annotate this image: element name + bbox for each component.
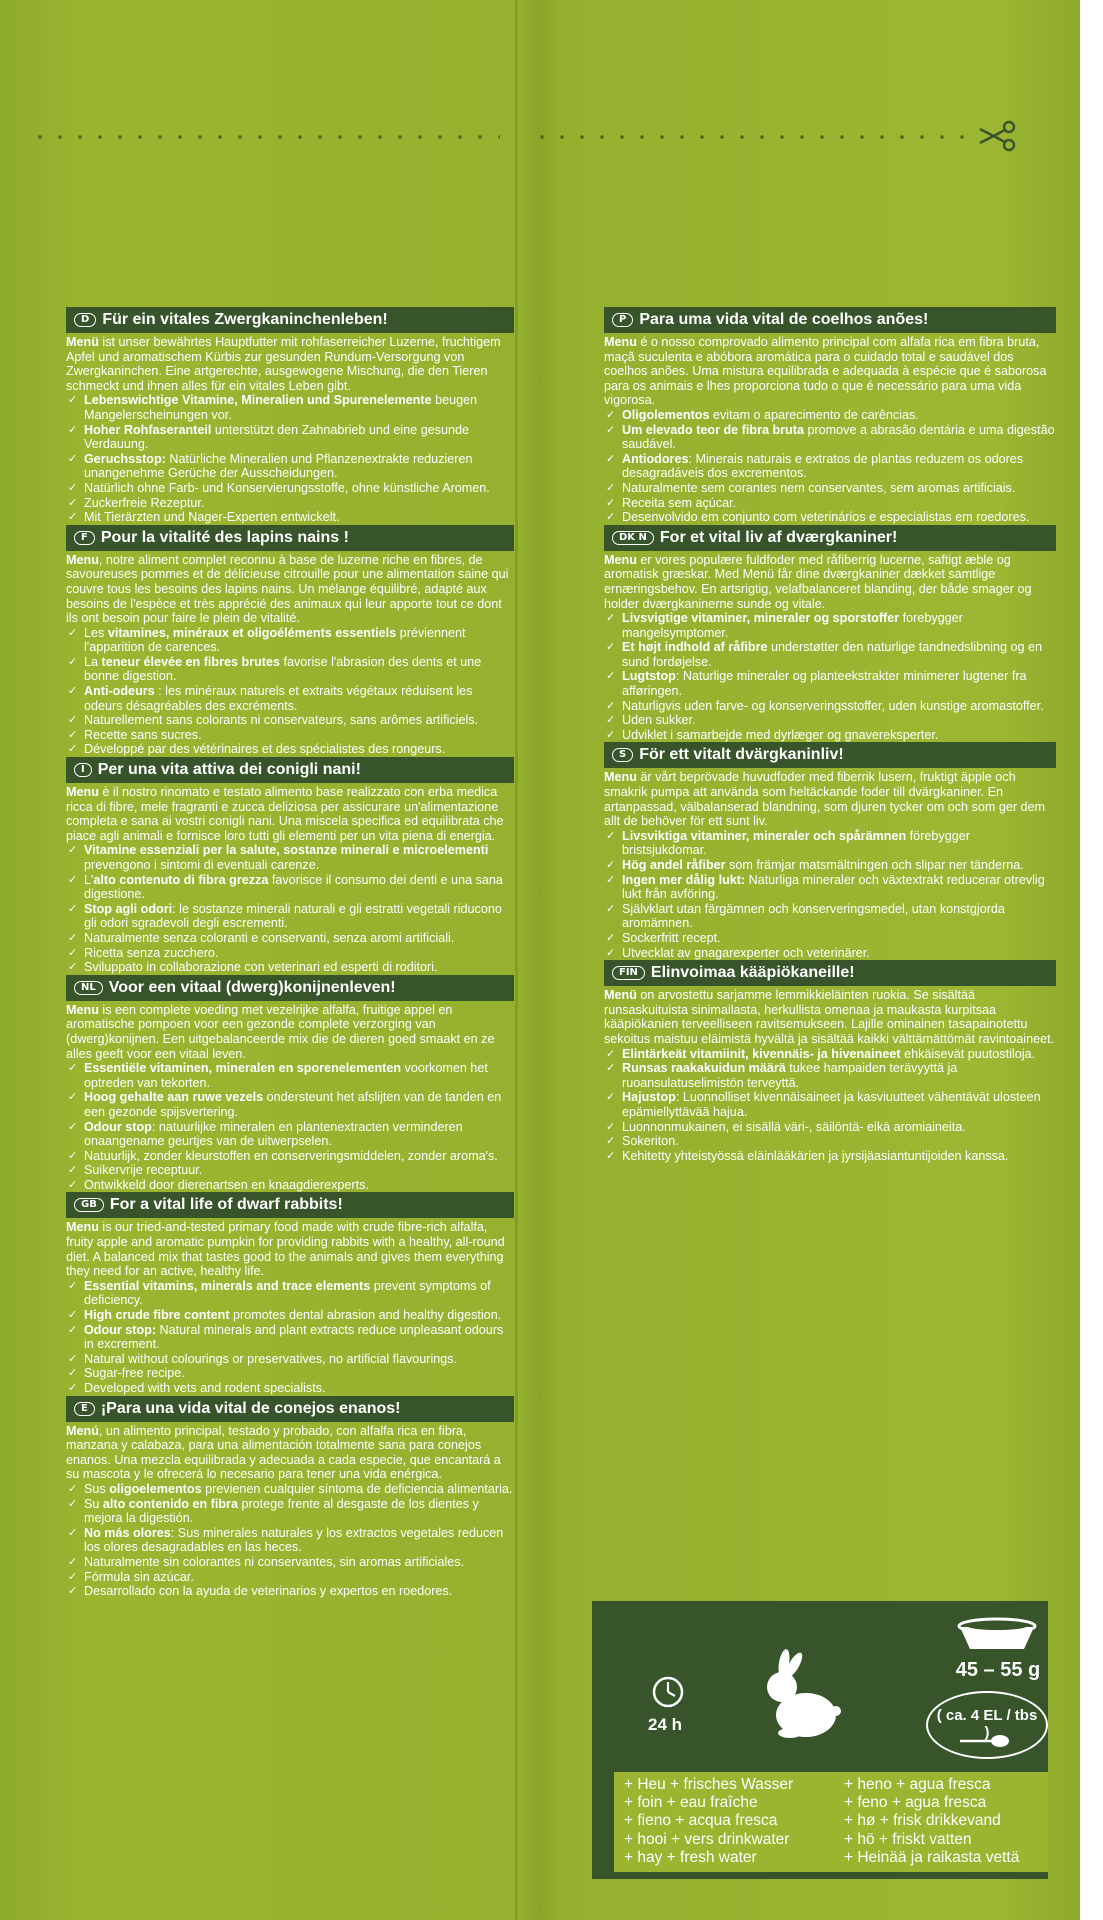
benefit-item [66, 1308, 514, 1323]
section-header [604, 742, 1056, 768]
feeding-panel [592, 1601, 1048, 1879]
benefit-text: Sockerfritt recept. [622, 930, 721, 945]
benefit-bold: High crude fibre content [84, 1308, 230, 1323]
intro-text: is our tried-and-tested primary food made with crude fibre-rich alfalfa, fruity apple and aromatic pumpkin for providing rabbits with a healthy, all-round diet. A balanced mix that tastes good to the animals and gives them everything they need for an active, healthy life. [66, 1220, 505, 1279]
feeding-dose-spoons: ( ca. 4 EL / tbs ) [936, 1707, 1038, 1741]
benefit-text: Självklart utan färgämnen och konserveringsmedel, utan konstgjorda aromämnen. [622, 901, 1005, 931]
benefit-text: Ricetta senza zucchero. [84, 945, 219, 960]
intro-text: , notre aliment complet reconnu à base de luzerne riche en fibres, de savoureuses pommes et de délicieuse citrouille pour une alimentation saine qui couvre tous les besoins des lapins nains. Un mélange équilibré, adapté aux besoins de l'espèce et très apprécié des animaux qui leur apporte tout ce dont ils ont besoin pour faire le plein de vitalité. [66, 552, 509, 626]
language-badge: S [612, 748, 633, 762]
benefit-text: Naturalmente sin colorantes ni conservantes, sin aromas artificiales. [84, 1554, 465, 1569]
benefit-bold: Essential vitamins, minerals and trace elements [84, 1278, 371, 1293]
benefit-item [66, 742, 514, 757]
benefit-text: prevent symptoms of deficiency. [84, 1278, 491, 1308]
supplement-line: + hö + friskt vatten [844, 1830, 972, 1848]
benefit-text: Sugar-free recipe. [84, 1366, 185, 1381]
benefit-item [604, 858, 1056, 873]
benefit-item [66, 393, 514, 422]
benefit-item [66, 423, 514, 452]
benefit-text: förebygger bristsjukdomar. [622, 828, 970, 858]
benefit-item [66, 713, 514, 728]
section-i [66, 757, 514, 975]
benefit-text: La [84, 654, 102, 669]
benefit-list [604, 611, 1056, 742]
benefit-text: Naturliga mineraler och växtextrakt reducerar otrevlig lukt från avföring. [622, 872, 1045, 902]
benefit-item [604, 611, 1056, 640]
cut-line-left [30, 134, 500, 140]
benefit-text: protege frente al desgaste de los dientes y mejora la digestión. [84, 1496, 479, 1526]
benefit-text: prevengono i sintomi di eventuali carenze. [84, 858, 320, 872]
benefit-item [604, 1120, 1056, 1135]
section-header [66, 757, 514, 783]
benefit-item [66, 1570, 514, 1585]
benefit-text: forebygger mangelsymptomer. [622, 611, 963, 640]
section-intro [66, 1424, 514, 1482]
benefit-bold: Antiodores [622, 451, 689, 466]
benefit-bold: Um elevado teor de fibra bruta [622, 422, 804, 437]
benefit-item [66, 728, 514, 743]
benefit-item [66, 960, 514, 975]
benefit-text: Les [84, 625, 108, 640]
benefit-text: ondersteunt het afslijten van de tanden en een gezonde spijsvertering. [84, 1090, 502, 1119]
brand-name: Menú [66, 1423, 99, 1438]
benefit-list [66, 1279, 514, 1396]
brand-name: Menu [604, 552, 637, 567]
intro-text: er vores populære fuldfoder med råfiberrig lucerne, saftigt æble og aromatisk græskar. Med Menü får dine dværgkaniner dækket samtlige ernæringsbehov. En artsrigtig, velafbalanceret blanding, der både smager og holder dværgkaninerne sunde og vitale. [604, 552, 1032, 611]
benefit-list [66, 1061, 514, 1192]
benefit-bold: Odour stop: [84, 1322, 157, 1337]
benefit-item [604, 728, 1056, 743]
benefit-item [66, 1482, 514, 1497]
benefit-text: Developed with vets and rodent specialists. [84, 1381, 326, 1395]
benefit-text: Mit Tierärzten und Nager-Experten entwickelt. [84, 510, 340, 525]
benefit-item [66, 1090, 514, 1119]
benefit-item [66, 1120, 514, 1149]
supplement-line: + hooi + vers drinkwater [624, 1830, 790, 1848]
benefit-bold: Hajustop [622, 1090, 676, 1105]
feeding-dose: 45 – 55 g [955, 1659, 1041, 1681]
benefit-item [66, 496, 514, 511]
benefit-item [66, 1381, 514, 1396]
brand-name: Menu [66, 1002, 99, 1017]
benefit-list [66, 393, 514, 524]
benefit-text: Sus [84, 1481, 110, 1496]
benefit-bold: Livsviktiga vitaminer, mineraler och spårämnen [622, 828, 907, 843]
brand-name: Menu [66, 1220, 99, 1235]
benefit-item [604, 423, 1056, 452]
benefit-item [66, 1163, 514, 1178]
benefit-item [66, 481, 514, 496]
section-header [66, 307, 514, 333]
benefit-item [66, 452, 514, 481]
benefit-text: Natürliche Mineralien und Pflanzenextrakte reduzieren unangenehme Gerüche der Ausscheidungen. [84, 451, 473, 481]
benefit-list [66, 843, 514, 974]
intro-text: is een complete voeding met vezelrijke alfalfa, fruitige appel en aromatische pompoen voor een gezonde complete verzorging van (dwerg)konijnen. Een uitgebalanceerde mix die de dieren goed smaakt en ze alles geeft voor een vitaal leven. [66, 1002, 495, 1061]
supplement-line: + heno + agua fresca [844, 1776, 991, 1793]
benefit-bold: teneur élevée en fibres brutes [101, 654, 280, 669]
benefit-item [604, 902, 1056, 931]
benefit-text: Naturligvis uden farve- og konserveringsstoffer, uden kunstige aromastoffer. [622, 698, 1044, 713]
benefit-item [604, 873, 1056, 902]
benefit-text: Développé par des vétérinaires et des spécialistes des rongeurs. [84, 742, 446, 757]
benefit-text: voorkomen het optreden van tekorten. [84, 1061, 488, 1090]
section-intro [604, 335, 1056, 408]
benefit-item [66, 1061, 514, 1090]
section-intro [604, 988, 1056, 1046]
benefit-text: Naturalmente sem corantes nem conservantes, sem aromas artificiais. [622, 480, 1016, 495]
benefit-item [66, 626, 514, 655]
brand-name: Menü [66, 335, 99, 349]
benefit-bold: Odour stop [84, 1119, 152, 1134]
benefit-list [604, 408, 1056, 525]
benefit-text: promotes dental abrasion and healthy digestion. [229, 1308, 502, 1323]
benefit-item [66, 843, 514, 872]
clock-icon [652, 1676, 684, 1708]
benefit-item [66, 1366, 514, 1381]
intro-text: är vårt beprövade huvudfoder med fiberrik lusern, fruktigt äpple och smakrik pumpa att använda som heltäckande foder till dvärgkaniner. En artanpassad, välbalanserad blandning, som djuren tycker om och som ger dem allt de behöver för ett sunt liv. [604, 770, 1046, 829]
section-intro [66, 1003, 514, 1061]
benefit-text: Udviklet i samarbejde med dyrlæger og gnavereksperter. [622, 727, 939, 742]
benefit-item [66, 1279, 514, 1308]
benefit-item [604, 699, 1056, 714]
section-intro [66, 785, 514, 843]
benefit-bold: No más olores [84, 1525, 171, 1540]
benefit-text: préviennent l'apparition de carences. [84, 625, 466, 655]
benefit-text: Suikervrije receptuur. [84, 1163, 203, 1178]
benefit-bold: alto contenuto di fibra grezza [93, 872, 269, 887]
benefit-text: : les minéraux naturels et extraits végétaux réduisent les odeurs désagréables des excréments. [84, 684, 473, 713]
benefit-text: evitam o aparecimento de carências. [709, 407, 919, 422]
benefit-item [66, 946, 514, 961]
benefit-item [604, 1090, 1056, 1119]
section-header [66, 975, 514, 1001]
benefit-item [604, 1134, 1056, 1149]
section-d [66, 307, 514, 525]
benefit-text: : Naturlige mineraler og planteekstrakter minimerer lugtener fra afføringen. [622, 669, 1027, 699]
benefit-item [66, 1555, 514, 1570]
section-header [66, 525, 514, 551]
section-header [604, 307, 1056, 333]
benefit-text: Natuurlijk, zonder kleurstoffen en conserveringsmiddelen, zonder aroma's. [84, 1148, 498, 1163]
rabbit-icon [760, 1649, 842, 1741]
benefit-text: Desenvolvido em conjunto com veterinários e especialistas em roedores. [622, 510, 1030, 525]
benefit-text: Desarrollado con la ayuda de veterinarios y expertos en roedores. [84, 1584, 453, 1599]
benefit-item [66, 510, 514, 525]
benefit-item [604, 931, 1056, 946]
language-badge: DK N [612, 531, 654, 545]
benefit-item [604, 496, 1056, 511]
language-badge: NL [74, 981, 103, 995]
feeding-hours: 24 h [648, 1715, 683, 1734]
section-gb [66, 1192, 514, 1395]
section-intro [66, 1220, 514, 1278]
language-badge: FIN [612, 966, 645, 980]
section-title: Elinvoimaa kääpiökaneille! [650, 964, 855, 982]
section-intro [604, 770, 1056, 828]
benefit-bold: alto contenido en fibra [102, 1496, 238, 1511]
benefit-text: Uden sukker. [622, 713, 696, 728]
benefit-item [66, 1497, 514, 1526]
supplement-line: + hø + frisk drikkevand [844, 1812, 1001, 1830]
benefit-text: Natural without colourings or preservatives, no artificial flavourings. [84, 1351, 458, 1366]
benefit-text: Naturellement sans colorants ni conservateurs, sans arômes artificiels. [84, 713, 479, 728]
benefit-item [604, 713, 1056, 728]
benefit-text: : Luonnolliset kivennäisaineet ja kasviuutteet vähentävät ulosteen epämiellyttävää hajua. [622, 1090, 1041, 1119]
scissors-icon [978, 118, 1018, 154]
benefit-bold: Elintärkeät vitamiinit, kivennäis- ja hivenaineet [622, 1046, 901, 1061]
section-title: For a vital life of dwarf rabbits! [109, 1196, 343, 1214]
benefit-text: beugen Mangelerscheinungen vor. [84, 393, 478, 422]
section-fin [604, 960, 1056, 1163]
benefit-bold: Lebenswichtige Vitamine, Mineralien und Spurenelemente [84, 393, 432, 408]
spoon-icon [956, 1733, 1016, 1749]
section-title: Per una vita attiva dei conigli nani! [97, 761, 361, 779]
benefit-text: som främjar matsmältningen och slipar ner tänderna. [725, 858, 1024, 872]
benefit-bold: Anti-odeurs [84, 684, 155, 699]
section-title: Para uma vida vital de coelhos anões! [639, 311, 929, 328]
benefit-text: Sviluppato in collaborazione con veterinari ed esperti di roditori. [84, 960, 438, 975]
benefit-item [604, 669, 1056, 698]
intro-text: é o nosso comprovado alimento principal com alfafa rica em fibra bruta, maçã suculenta e abóbora aromática para o cuidado total e saudável dos coelhos anões. Uma mistura equilibrada e adequada à espécie que é saborosa para os animais e lhes proporciona tudo o que é necessário para uma vida vigorosa. [604, 335, 1047, 408]
section-title: Pour la vitalité des lapins nains ! [100, 528, 349, 546]
section-header [66, 1396, 514, 1422]
benefit-item [604, 510, 1056, 525]
supplement-line: + Heu + frisches Wasser [624, 1776, 794, 1793]
section-header [604, 960, 1056, 986]
intro-text: on arvostettu sarjamme lemmikkieläinten ruokia. Se sisältää runsaskuituista sinimailasta, herkullista omenaa ja maukasta kurpitsaa kääpiökanien terveelliseen ravitsemukseen. Lajille ominainen tasapainotettu sekoitus maistuu eläimistä hyvältä ja sisältää kaikki välttämättömät ravintoaineet. [604, 988, 1055, 1046]
benefit-text: Sokeriton. [622, 1134, 679, 1149]
benefit-text: Natural minerals and plant extracts reduce unpleasant odours in excrement. [84, 1322, 504, 1352]
benefit-text: Recette sans sucres. [84, 727, 202, 742]
brand-name: Menu [66, 785, 99, 800]
benefit-item [66, 902, 514, 931]
language-badge: P [612, 313, 633, 327]
benefit-item [604, 452, 1056, 481]
section-dk-n [604, 525, 1056, 743]
section-header [66, 1192, 514, 1218]
language-badge: E [74, 1402, 95, 1416]
benefit-text: : natuurlijke mineralen en plantenextracten verminderen onaangename geurtjes van de uitwerpselen. [84, 1119, 463, 1149]
supplement-line: + hay + fresh water [624, 1848, 757, 1866]
benefit-bold: Oligolementos [622, 407, 710, 422]
benefit-text: tukee hampaiden terävyyttä ja ruoansulatuselimistön terveyttä. [622, 1061, 958, 1090]
language-badge: D [74, 313, 96, 327]
benefit-item [66, 1323, 514, 1352]
intro-text: ist unser bewährtes Hauptfutter mit rohfaserreicher Luzerne, fruchtigem Apfel und aromatischem Kürbis zur gesunden Rundum-Versorgung von Zwergkaninchen. Eine artgerechte, ausgewogene Mischung, die den Tieren schmeckt und ihnen alles für ein vitales Leben gibt. [66, 335, 501, 393]
brand-name: Menü [604, 988, 637, 1003]
benefit-text: L' [84, 872, 94, 887]
section-f [66, 525, 514, 757]
benefit-text: Fórmula sin azúcar. [84, 1569, 194, 1584]
feeding-supplements [614, 1772, 1048, 1872]
section-title: For et vital liv af dværgkaniner! [659, 528, 898, 546]
benefit-bold: Et højt indhold af råfibre [622, 640, 768, 655]
benefit-item [604, 1061, 1056, 1090]
bowl-icon [956, 1617, 1038, 1651]
intro-text: è il nostro rinomato e testato alimento base realizzato con erba medica ricca di fibre, mele fragranti e zucca deliziosa per assicurare un'alimentazione completa e sana ai vostri conigli nani. Una miscela specifica ed equilibrata che piace agli animali e fornisce loro tutti gli elementi per un vita piena di energia. [66, 785, 504, 843]
supplement-line: + fieno + acqua fresca [624, 1812, 778, 1830]
benefit-item [66, 1526, 514, 1555]
benefit-text: Receita sem açúcar. [622, 495, 737, 510]
benefit-text: favorisce il consumo dei denti e una sana digestione. [84, 872, 503, 902]
benefit-text: Utvecklat av gnagarexperter och veterinärer. [622, 945, 870, 960]
brand-name: Menu [604, 335, 637, 349]
supplement-line: + feno + agua fresca [844, 1794, 987, 1812]
benefit-text: Zuckerfreie Rezeptur. [84, 495, 205, 510]
benefit-text: promove a abrasão dentária e uma digestão saudável. [622, 422, 1055, 452]
right-column [604, 307, 1056, 1163]
benefit-item [66, 1352, 514, 1367]
section-title: För ett vitalt dvärgkaninliv! [639, 746, 844, 764]
section-intro [66, 553, 514, 626]
section-title: Für ein vitales Zwergkaninchenleben! [102, 311, 388, 328]
benefit-text: : Sus minerales naturales y los extractos vegetales reducen los olores desagradables en las heces. [84, 1525, 504, 1555]
benefit-bold: Geruchsstop: [84, 451, 166, 466]
language-badge: I [74, 763, 92, 777]
benefit-item [604, 408, 1056, 423]
benefit-text: Natürlich ohne Farb- und Konservierungsstoffe, ohne künstliche Aromen. [84, 480, 490, 495]
benefit-item [66, 655, 514, 684]
benefit-bold: oligoelementos [109, 1481, 202, 1496]
benefit-text: previenen cualquier síntoma de deficiencia alimentaria. [201, 1481, 513, 1496]
center-seam [515, 0, 518, 1920]
benefit-text: : le sostanze minerali naturali e gli estratti vegetali riducono gli odori sgradevoli degli escrementi. [84, 901, 502, 931]
benefit-item [604, 946, 1056, 961]
benefit-bold: Livsvigtige vitaminer, mineraler og sporstoffer [622, 611, 900, 626]
benefit-item [66, 1178, 514, 1193]
supplement-line: + Heinää ja raikasta vettä [844, 1848, 1020, 1866]
brand-name: Menu [66, 552, 99, 567]
section-nl [66, 975, 514, 1193]
benefit-item [66, 873, 514, 902]
supplement-line: + foin + eau fraîche [624, 1794, 758, 1812]
benefit-list [604, 829, 1056, 960]
benefit-text: Naturalmente senza coloranti e conservanti, senza aromi artificiali. [84, 930, 455, 945]
section-s [604, 742, 1056, 960]
benefit-list [66, 626, 514, 757]
benefit-text: understøtter den naturlige tandnedslibning og en sund fordøjelse. [622, 640, 1042, 669]
benefit-text: Ontwikkeld door dierenartsen en knaagdierexperts. [84, 1177, 369, 1192]
benefit-list [66, 1482, 514, 1599]
benefit-item [604, 1047, 1056, 1062]
benefit-list [604, 1047, 1056, 1164]
benefit-bold: Hög andel råfiber [622, 858, 726, 872]
benefit-item [604, 829, 1056, 858]
benefit-item [66, 1584, 514, 1599]
benefit-bold: Lugtstop [622, 669, 676, 684]
benefit-bold: Hoher Rohfaseranteil [84, 422, 212, 437]
benefit-text: Luonnonmukainen, ei sisällä väri-, säilöntä- eikä aromiaineita. [622, 1119, 966, 1134]
brand-name: Menu [604, 770, 637, 785]
benefit-item [604, 1149, 1056, 1164]
section-intro [604, 553, 1056, 611]
benefit-bold: Ingen mer dålig lukt: [622, 872, 746, 887]
benefit-text: ehkäisevät puutostiloja. [900, 1046, 1035, 1061]
benefit-text: favorise l'abrasion des dents et une bonne digestion. [84, 654, 482, 684]
section-title: ¡Para una vida vital de conejos enanos! [100, 1399, 401, 1417]
benefit-item [604, 481, 1056, 496]
benefit-text: : Minerais naturais e extratos de plantas reduzem os odores desagradáveis dos excrementos. [622, 451, 1024, 481]
intro-text: , un alimento principal, testado y probado, con alfalfa rica en fibra, manzana y calabaza, para una alimentación totalmente sana para conejos enanos. Una mezcla equilibrada y adecuada a cada especie, que encantará a su mascota y le ofrecerá lo necesario para tener una vida enérgica. [66, 1423, 501, 1482]
language-badge: F [74, 531, 95, 545]
benefit-item [604, 640, 1056, 669]
benefit-bold: Essentiële vitaminen, mineralen en sporenelementen [84, 1061, 402, 1076]
language-badge: GB [74, 1198, 104, 1212]
benefit-bold: Hoog gehalte aan ruwe vezels [84, 1090, 264, 1105]
section-title: Voor een vitaal (dwerg)konijnenleven! [108, 978, 396, 996]
cut-line-right [532, 134, 972, 140]
benefit-bold: Runsas raakakuidun määrä [622, 1061, 786, 1076]
benefit-item [66, 1149, 514, 1164]
benefit-bold: vitamines, minéraux et oligoéléments essentiels [107, 625, 397, 640]
benefit-text: Kehitetty yhteistyössä eläinlääkärien ja jyrsijäasiantuntijoiden kanssa. [622, 1148, 1009, 1163]
section-p [604, 307, 1056, 525]
left-column [66, 307, 514, 1599]
section-intro [66, 335, 514, 393]
benefit-bold: Stop agli odori [84, 901, 173, 916]
benefit-text: Su [84, 1496, 103, 1511]
benefit-text: unterstützt den Zahnabrieb und eine gesunde Verdauung. [84, 422, 470, 452]
section-e [66, 1396, 514, 1599]
section-header [604, 525, 1056, 551]
benefit-item [66, 684, 514, 713]
benefit-bold: Vitamine essenziali per la salute, sostanze minerali e microelementi [84, 843, 489, 858]
benefit-item [66, 931, 514, 946]
